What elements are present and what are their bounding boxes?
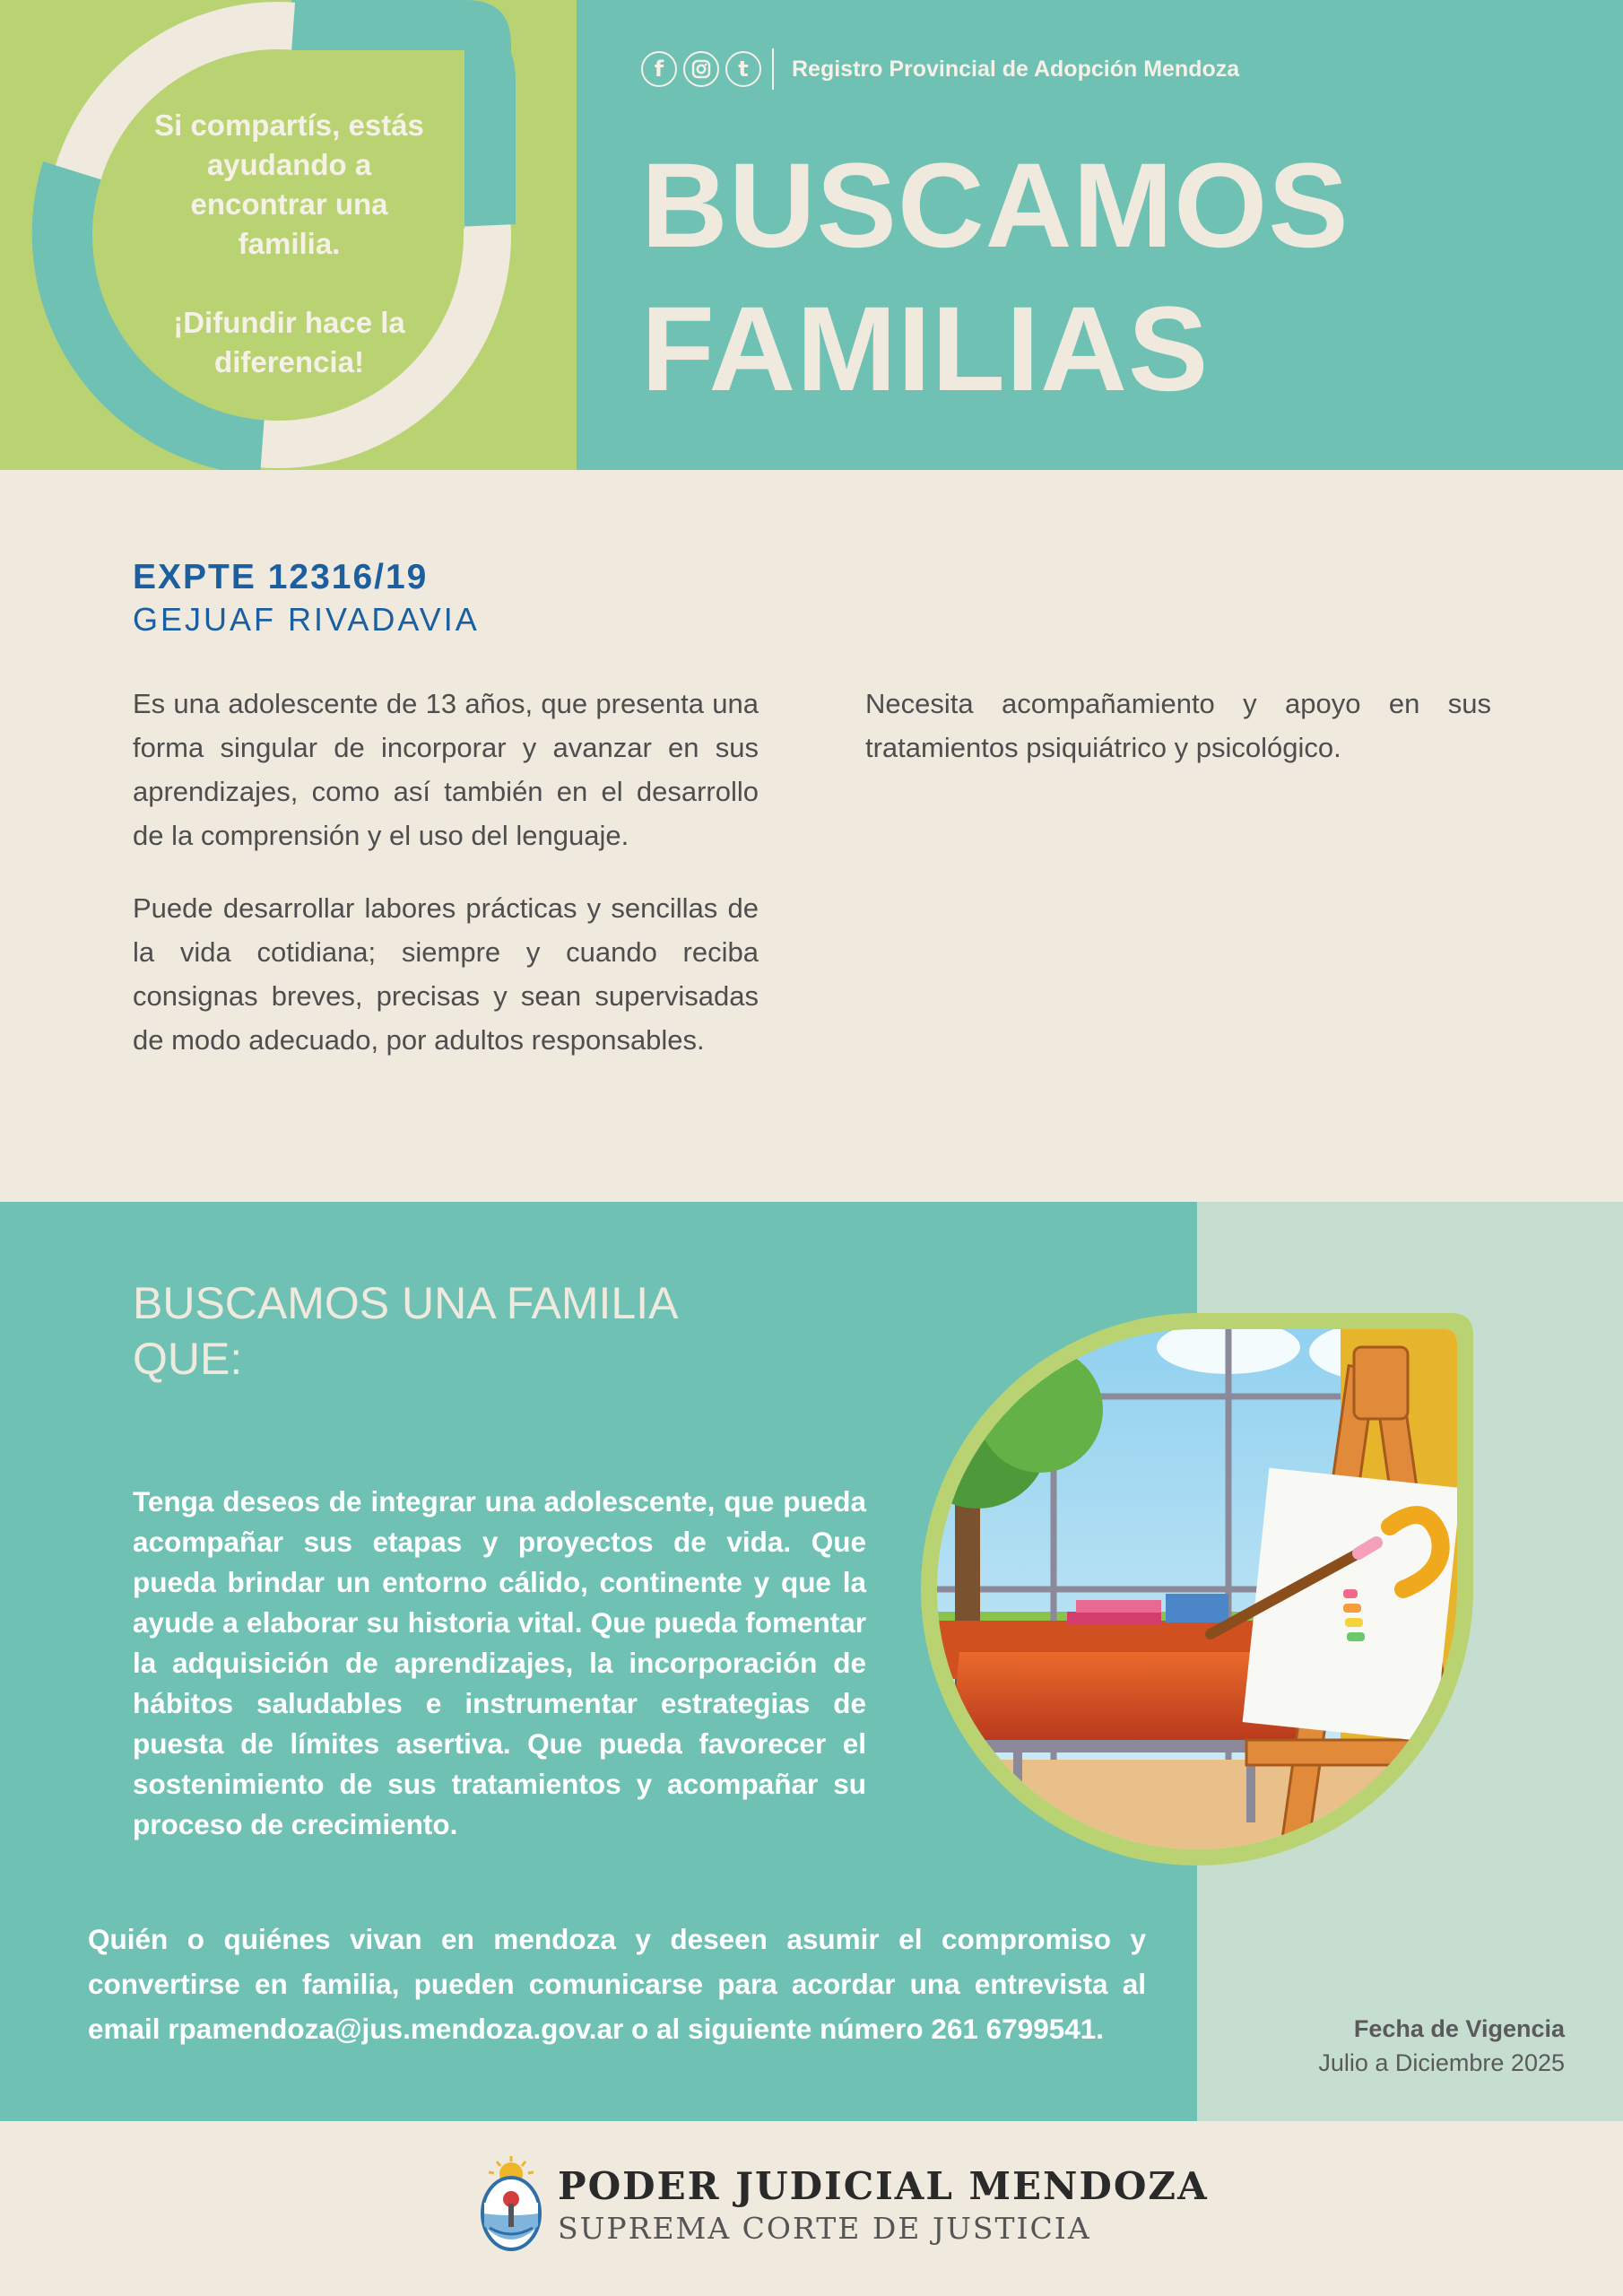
- footer-subtitle: SUPREMA CORTE DE JUSTICIA: [558, 2211, 1091, 2246]
- case-court: GEJUAF RIVADAVIA: [133, 601, 480, 638]
- social-row: [641, 49, 1239, 89]
- judicial-seal-icon: [477, 2154, 545, 2255]
- case-paragraph-3: Necesita acompañamiento y apoyo en sus tratamientos psiquiátrico y psicológico.: [865, 688, 1491, 763]
- share-message-line2: ¡Difundir hace la diferencia!: [173, 306, 405, 378]
- case-description-right: [865, 682, 1491, 770]
- validity-label: Fecha de Vigencia: [1353, 2015, 1565, 2042]
- divider: [772, 48, 774, 90]
- title-line2: FAMILIAS: [641, 283, 1210, 416]
- validity-value: Julio a Diciembre 2025: [1318, 2049, 1565, 2076]
- seek-title: BUSCAMOS UNA FAMILIA QUE:: [133, 1278, 676, 1384]
- case-paragraph-1: Es una adolescente de 13 años, que presenta una forma singular de incorporar y avanzar en sus aprendizajes, como así también en el desarrollo de la comprensión y el uso del lenguaje.: [133, 688, 759, 851]
- header-left-panel: [0, 0, 577, 470]
- tumblr-icon[interactable]: t: [725, 51, 761, 87]
- seek-description: Tenga deseos de integrar una adolescente, que pueda acompañar sus etapas y proyectos de vida. Que pueda brindar un entorno cálido, continente y que la ayude a elaborar su historia vital. Que pueda fomentar la adquisición de aprendizajes, la incorporación de hábitos saludables e instrumentar estrategias de puesta de límites asertiva. Que pueda favorecer el sostenimiento de sus tratamientos y acompañar su proceso de crecimiento.: [133, 1485, 866, 1840]
- case-description-left: [133, 682, 759, 1062]
- contact-info: Quién o quiénes vivan en mendoza y deseen asumir el compromiso y convertirse en familia, pueden comunicarse para acordar una entrevista al email rpamendoza@jus.mendoza.gov.ar o al siguiente número 261 6799541.: [88, 1923, 1146, 2045]
- instagram-icon[interactable]: [683, 51, 719, 87]
- facebook-icon[interactable]: f: [641, 51, 677, 87]
- footer-organization: PODER JUDICIAL MENDOZA: [558, 2164, 1209, 2208]
- case-paragraph-2: Puede desarrollar labores prácticas y sencillas de la vida cotidiana; siempre y cuando reciba consignas breves, precisas y sean supervisadas de modo adecuado, por adultos responsables.: [133, 892, 759, 1056]
- page-title: [641, 135, 1350, 422]
- case-number: EXPTE 12316/19: [133, 558, 429, 596]
- validity-block: [1318, 2012, 1565, 2080]
- classroom-illustration: [906, 1311, 1488, 1876]
- share-message-line1: Si compartís, estás ayudando a encontrar una familia.: [154, 109, 424, 260]
- title-line1: BUSCAMOS: [641, 139, 1350, 273]
- share-message: [143, 106, 435, 382]
- registry-name: Registro Provincial de Adopción Mendoza: [792, 56, 1240, 82]
